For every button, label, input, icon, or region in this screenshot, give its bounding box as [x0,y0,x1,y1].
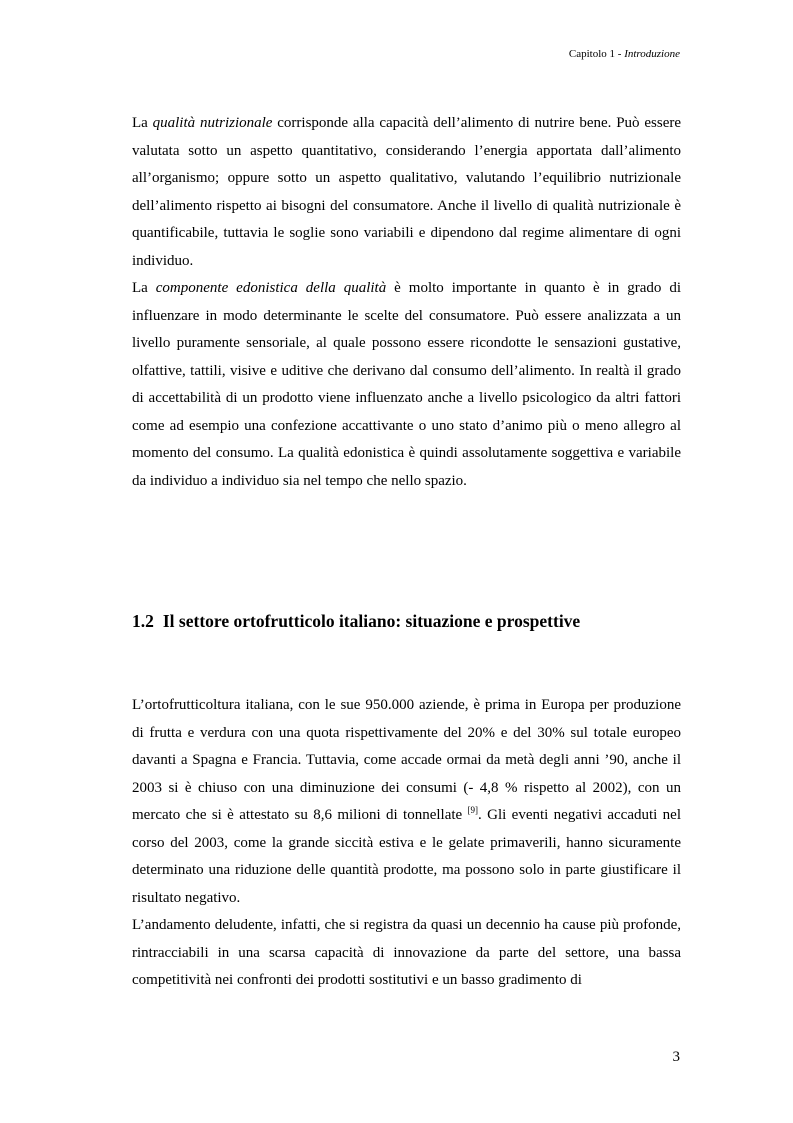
term-nutritional-quality: qualità nutrizionale [152,115,273,131]
paragraph-text: . Gli eventi negativi accaduti nel corso del 2003, come la grande siccità estiva e le gelate primaverili, hanno sicuramente determinato una riduzione delle quantità prodotte, ma possono solo in parte giustificare il risultato negativo. [132,807,681,906]
section-number: 1.2 [132,611,154,631]
section-heading [132,609,692,633]
running-header-chapter: Capitolo 1 - [568,48,625,60]
term-hedonic-component: componente edonistica della qualità [155,280,387,296]
paragraph-rest: corrisponde alla capacità dell’alimento di nutrire bene. Può essere valutata sotto un aspetto quantitativo, considerando l’energia apportata dall’alimento all’organismo; oppure sotto un aspetto qualitativo, valutando l’equilibrio nutrizionale dell’alimento rispetto ai bisogni del consumatore. Anche il livello di qualità nutrizionale è quantificabile, tuttavia le soglie sono variabili e dipendono dal regime alimentare di ogni individuo. [132,115,682,269]
paragraph-italian-horticulture [132,692,681,912]
section-title: Il settore ortofrutticolo italiano: situazione e prospettive [162,611,581,631]
text-block-quality [132,110,681,495]
citation-reference: [9] [467,805,479,815]
paragraph-disappointing-trend: L’andamento deludente, infatti, che si registra da quasi un decennio ha cause più profonde, rintracciabili in una scarsa capacità di innovazione da parte del settore, una bassa competitività nei confronti dei prodotti sostitutivi e un basso gradimento di [132,917,681,988]
paragraph-start: La [132,115,153,131]
paragraph-hedonic-component [132,275,681,495]
paragraph-text: L’ortofrutticoltura italiana, con le sue 950.000 aziende, è prima in Europa per produzione di frutta e verdura con una quota rispettivamente del 20% e del 30% sul totale europeo davanti a Spagna e Francia. Tuttavia, come accade ormai da metà degli anni ’90, anche il 2003 si è chiuso con una diminuzione dei consumi (- 4,8 % rispetto al 2002), con un mercato che si è attestato su 8,6 milioni di tonnellate [132,697,681,823]
text-block-sector [132,692,681,995]
running-header-section: Introduzione [624,48,680,60]
paragraph-rest: è molto importante in quanto è in grado di influenzare in modo determinante le scelte del consumatore. Può essere analizzata a un livello puramente sensoriale, al quale possono essere ricondotte le sensazioni gustative, olfattive, tattili, visive e uditive che derivano dal consumo dell’alimento. In realtà il grado di accettabilità di un prodotto viene influenzato anche a livello psicologico da altri fattori come ad esempio una confezione accattivante o uno stato d’animo più o meno allegro al momento del consumo. La qualità edonistica è quindi assolutamente soggettiva e variabile da individuo a individuo sia nel tempo che nello spazio. [132,280,682,489]
page-number: 3 [672,1049,680,1065]
paragraph-nutritional-quality [132,110,681,275]
running-header [569,47,680,61]
paragraph-start: La [132,280,156,296]
